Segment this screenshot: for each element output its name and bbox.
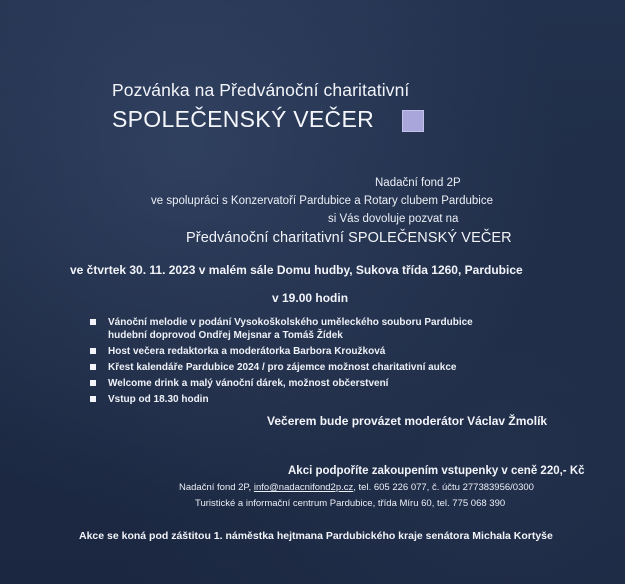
program-item xyxy=(90,393,473,406)
invitation-title-line2: SPOLEČENSKÝ VEČER xyxy=(112,106,375,132)
organizer-cooperation: ve spolupráci s Konzervatoří Pardubice a Rotary clubem Pardubice xyxy=(151,195,493,207)
contact-info-centre: Turistické a informační centrum Pardubice, třída Míru 60, tel. 775 068 390 xyxy=(195,498,506,509)
program-item-text: Křest kalendáře Pardubice 2024 / pro zájemce možnost charitativní aukce xyxy=(108,362,457,373)
event-time: v 19.00 hodin xyxy=(272,291,349,305)
program-list xyxy=(90,316,473,406)
bullet-square-icon xyxy=(90,319,96,325)
organizer-invite: si Vás dovoluje pozvat na xyxy=(328,213,459,225)
bullet-square-icon xyxy=(90,380,96,386)
program-item xyxy=(90,361,473,374)
program-item-text: Welcome drink a malý vánoční dárek, možnost občerstvení xyxy=(108,378,389,389)
moderator-line: Večerem bude provázet moderátor Václav Žmolík xyxy=(267,414,548,428)
program-item-continuation: hudební doprovod Ondřej Mejsnar a Tomáš Žídek xyxy=(108,330,343,341)
organizer-name: Nadační fond 2P xyxy=(375,177,461,189)
contact-email-link[interactable]: info@nadacnifond2p.cz xyxy=(253,482,354,493)
bullet-square-icon xyxy=(90,348,96,354)
event-name: Předvánoční charitativní SPOLEČENSKÝ VEČER xyxy=(186,230,512,246)
program-item-text: Vánoční melodie v podání Vysokoškolského uměleckého souboru Pardubice xyxy=(108,317,473,328)
decorative-square-icon xyxy=(402,110,424,132)
contact-fund xyxy=(179,482,534,493)
program-item-text: Vstup od 18.30 hodin xyxy=(108,394,209,405)
contact-fund-prefix: Nadační fond 2P, xyxy=(179,482,254,493)
program-item xyxy=(90,316,473,342)
program-item xyxy=(90,345,473,358)
program-item-text: Host večera redaktorka a moderátorka Barbora Kroužková xyxy=(108,346,386,357)
program-item xyxy=(90,377,473,390)
invitation-title-line1: Pozvánka na Předvánoční charitativní xyxy=(112,80,410,100)
contact-fund-suffix: , tel. 605 226 077, č. účtu 277383956/0300 xyxy=(353,482,534,493)
ticket-support-headline: Akci podpoříte zakoupením vstupenky v ceně 220,- Kč xyxy=(288,465,585,477)
event-date-place: ve čtvrtek 30. 11. 2023 v malém sále Domu hudby, Sukova třída 1260, Pardubice xyxy=(70,263,523,277)
auspices-line: Akce se koná pod záštitou 1. náměstka hejtmana Pardubického kraje senátora Michala Kortyše xyxy=(79,530,553,542)
bullet-square-icon xyxy=(90,396,96,402)
bullet-square-icon xyxy=(90,364,96,370)
